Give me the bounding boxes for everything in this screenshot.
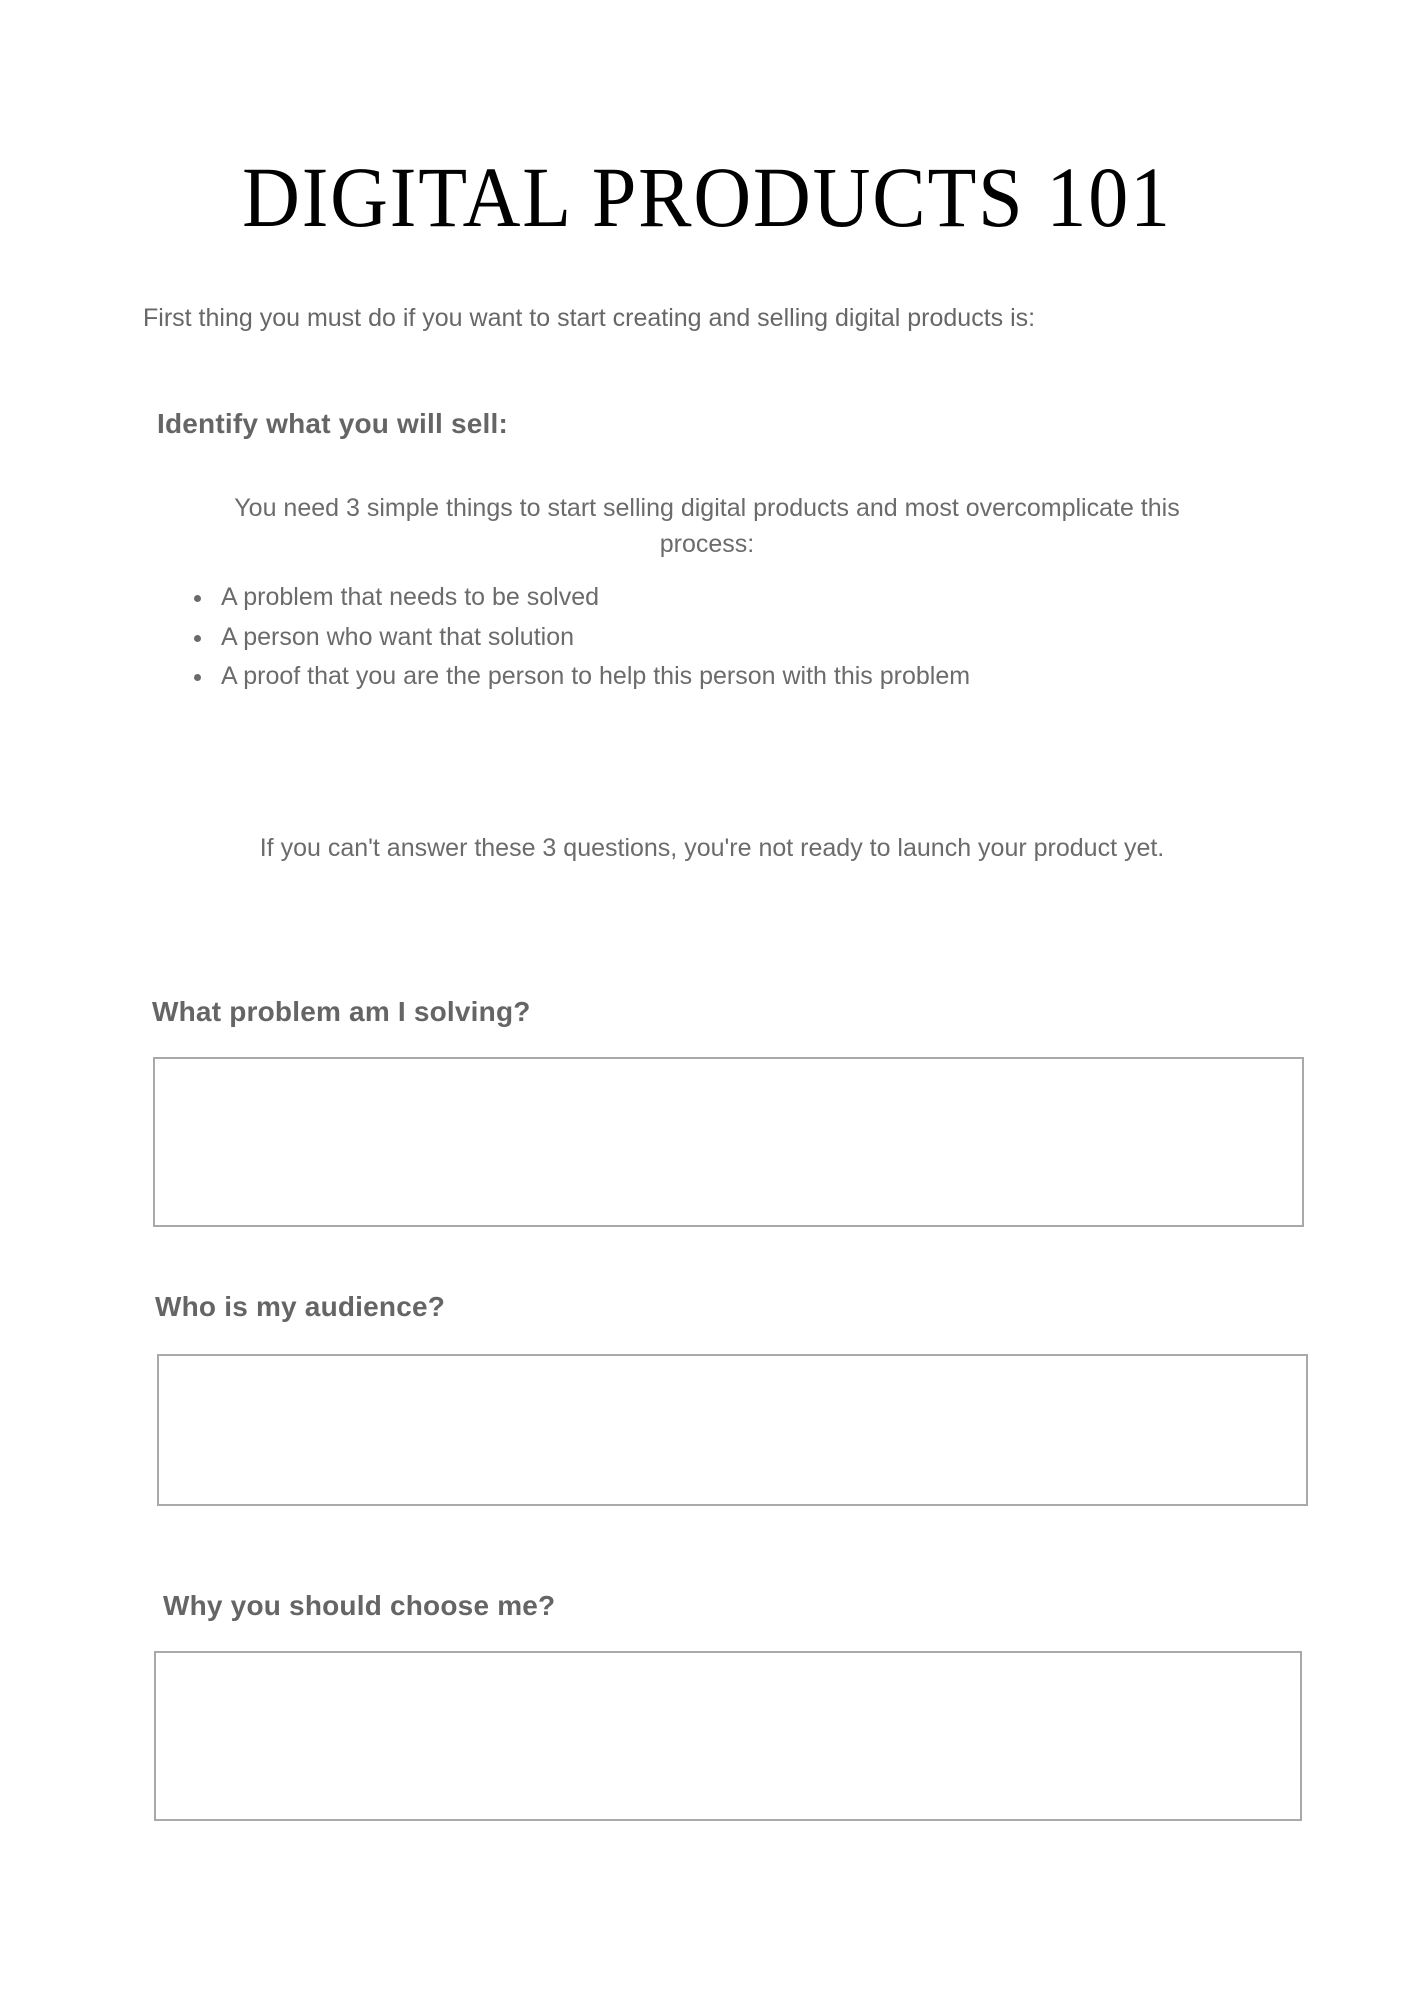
answer-box-problem[interactable] xyxy=(153,1057,1304,1227)
question-heading-choose-me: Why you should choose me? xyxy=(163,1590,556,1621)
not-ready-note: If you can't answer these 3 questions, you're not ready to launch your product yet. xyxy=(259,834,1165,862)
requirements-list xyxy=(185,578,1315,697)
section-heading-identify: Identify what you will sell: xyxy=(157,408,508,440)
list-item: • A proof that you are the person to help this person with this problem xyxy=(215,657,1315,697)
intro-paragraph: First thing you must do if you want to start creating and selling digital products is: xyxy=(143,304,1036,332)
list-item: • A person who want that solution xyxy=(215,618,1315,658)
question-heading-audience: Who is my audience? xyxy=(155,1291,446,1322)
list-item: • A problem that needs to be solved xyxy=(215,578,1315,618)
question-heading-problem: What problem am I solving? xyxy=(152,996,531,1027)
answer-box-audience[interactable] xyxy=(157,1354,1308,1506)
three-things-note: You need 3 simple things to start selling digital products and most overcomplicate this process: xyxy=(234,494,1180,558)
answer-box-choose-me[interactable] xyxy=(154,1651,1302,1821)
page-title: DIGITAL PRODUCTS 101 xyxy=(242,148,1172,245)
